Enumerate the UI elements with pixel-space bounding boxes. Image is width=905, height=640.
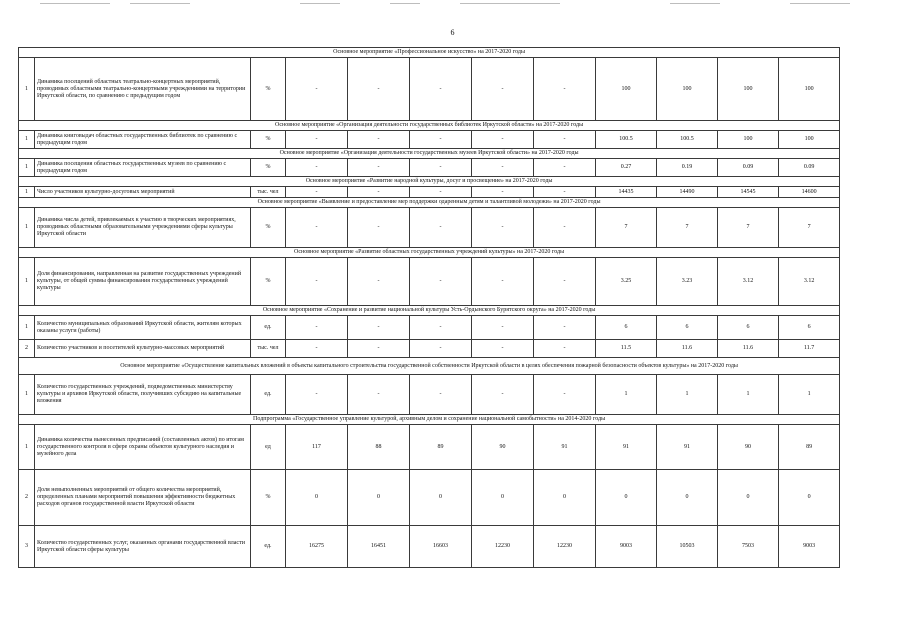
value-cell: 0 bbox=[472, 470, 534, 526]
value-cell: 89 bbox=[410, 425, 472, 470]
section-title: Основное мероприятие «Выявление и предоставление мер поддержки одаренным детям и талантливой молодежи» на 2017-2020 годы bbox=[19, 198, 840, 208]
value-cell: - bbox=[472, 375, 534, 415]
value-cell: - bbox=[472, 131, 534, 149]
scan-artifact bbox=[390, 3, 420, 4]
value-cell: 11.7 bbox=[779, 340, 840, 358]
indicator-name: Динамика числа детей, привлекаемых к участию в творческих мероприятиях, проводимых областными образовательными учреждениями сферы культуры Иркутской области bbox=[35, 208, 251, 248]
table-row bbox=[19, 187, 840, 198]
value-cell: 3.12 bbox=[718, 258, 779, 306]
unit-of-measure: % bbox=[251, 131, 286, 149]
section-header-row bbox=[19, 198, 840, 208]
value-cell: - bbox=[286, 159, 348, 177]
unit-of-measure: ед. bbox=[251, 316, 286, 340]
table-row bbox=[19, 526, 840, 568]
indicator-name: Динамика количества вынесенных предписаний (составленных актов) по итогам государственного контроля в сфере охраны объектов культурного наследия и музейного дела bbox=[35, 425, 251, 470]
table-row bbox=[19, 58, 840, 121]
value-cell: 9003 bbox=[779, 526, 840, 568]
section-title: Основное мероприятие «Осуществление капитальных вложений в объекты капитального строительства государственной собственности Иркутской области в целях обеспечения пожарной безопасности объектов культуры» на 2017-2020 годы bbox=[19, 358, 840, 375]
row-number: 1 bbox=[19, 58, 35, 121]
section-title: Основное мероприятие «Организация деятельности государственных музеев Иркутской области» на 2017-2020 годы bbox=[19, 149, 840, 159]
value-cell: - bbox=[410, 131, 472, 149]
value-cell: - bbox=[286, 208, 348, 248]
value-cell: - bbox=[286, 375, 348, 415]
table-row bbox=[19, 159, 840, 177]
value-cell: 6 bbox=[779, 316, 840, 340]
value-cell: 16451 bbox=[348, 526, 410, 568]
unit-of-measure: % bbox=[251, 58, 286, 121]
value-cell: - bbox=[472, 58, 534, 121]
value-cell: 88 bbox=[348, 425, 410, 470]
value-cell: 0 bbox=[779, 470, 840, 526]
value-cell: 0.09 bbox=[718, 159, 779, 177]
value-cell: - bbox=[472, 159, 534, 177]
value-cell: 100 bbox=[596, 58, 657, 121]
unit-of-measure: ед. bbox=[251, 375, 286, 415]
indicator-name: Динамика книговыдач областных государственных библиотек по сравнению с предыдущим годом bbox=[35, 131, 251, 149]
row-number: 1 bbox=[19, 159, 35, 177]
row-number: 1 bbox=[19, 208, 35, 248]
section-title: Основное мероприятие «Организация деятельности государственных библиотек Иркутской области» на 2017-2020 годы bbox=[19, 121, 840, 131]
value-cell: - bbox=[410, 375, 472, 415]
value-cell: - bbox=[348, 159, 410, 177]
unit-of-measure: тыс. чел bbox=[251, 187, 286, 198]
section-header-row bbox=[19, 177, 840, 187]
row-number: 3 bbox=[19, 526, 35, 568]
scan-artifact bbox=[130, 3, 190, 4]
value-cell: 3.12 bbox=[779, 258, 840, 306]
value-cell: 11.6 bbox=[718, 340, 779, 358]
value-cell: 91 bbox=[534, 425, 596, 470]
value-cell: - bbox=[348, 208, 410, 248]
value-cell: - bbox=[286, 340, 348, 358]
section-header-row bbox=[19, 306, 840, 316]
unit-of-measure: тыс. чел bbox=[251, 340, 286, 358]
value-cell: - bbox=[410, 208, 472, 248]
row-number: 1 bbox=[19, 131, 35, 149]
section-title: Основное мероприятие «Развитие областных государственных учреждений культуры» на 2017-2020 годы bbox=[19, 248, 840, 258]
value-cell: - bbox=[534, 159, 596, 177]
indicator-name: Число участников культурно-досуговых мероприятий bbox=[35, 187, 251, 198]
value-cell: 0 bbox=[286, 470, 348, 526]
table-row bbox=[19, 131, 840, 149]
value-cell: 100 bbox=[718, 58, 779, 121]
unit-of-measure: ед bbox=[251, 425, 286, 470]
value-cell: - bbox=[472, 208, 534, 248]
section-header-row bbox=[19, 149, 840, 159]
table-row bbox=[19, 470, 840, 526]
scan-artifact bbox=[40, 3, 110, 4]
value-cell: 6 bbox=[596, 316, 657, 340]
value-cell: - bbox=[348, 187, 410, 198]
table-row bbox=[19, 375, 840, 415]
indicator-name: Количество муниципальных образований Иркутской области, жителям которых оказаны услуги (работы) bbox=[35, 316, 251, 340]
section-header-row bbox=[19, 358, 840, 375]
indicator-name: Доля финансирования, направленная на развитие государственных учреждений культуры, от общей суммы финансирования государственных учреждений культуры bbox=[35, 258, 251, 306]
value-cell: 11.5 bbox=[596, 340, 657, 358]
value-cell: 0 bbox=[596, 470, 657, 526]
value-cell: 117 bbox=[286, 425, 348, 470]
value-cell: - bbox=[286, 316, 348, 340]
value-cell: 100 bbox=[718, 131, 779, 149]
value-cell: - bbox=[472, 340, 534, 358]
value-cell: 14545 bbox=[718, 187, 779, 198]
indicator-name: Количество государственных услуг, оказанных органами государственной власти Иркутской области сферы культуры bbox=[35, 526, 251, 568]
value-cell: 90 bbox=[472, 425, 534, 470]
unit-of-measure: % bbox=[251, 208, 286, 248]
value-cell: - bbox=[348, 131, 410, 149]
section-title: Основное мероприятие «Профессиональное искусство» на 2017-2020 годы bbox=[19, 48, 840, 58]
value-cell: - bbox=[534, 375, 596, 415]
value-cell: 1 bbox=[657, 375, 718, 415]
value-cell: - bbox=[286, 187, 348, 198]
value-cell: - bbox=[410, 340, 472, 358]
value-cell: 6 bbox=[657, 316, 718, 340]
section-header-row bbox=[19, 248, 840, 258]
value-cell: 12230 bbox=[472, 526, 534, 568]
value-cell: - bbox=[348, 340, 410, 358]
value-cell: 12230 bbox=[534, 526, 596, 568]
value-cell: 100 bbox=[779, 131, 840, 149]
value-cell: 14490 bbox=[657, 187, 718, 198]
section-title: Основное мероприятие «Развитие народной культуры, досуг и просвещение» на 2017-2020 годы bbox=[19, 177, 840, 187]
section-title: Основное мероприятие «Сохранение и развитие национальной культуры Усть-Ордынского Бурятского округа» на 2017-2020 годы bbox=[19, 306, 840, 316]
indicators-table bbox=[18, 47, 840, 568]
value-cell: 9003 bbox=[596, 526, 657, 568]
value-cell: 100 bbox=[779, 58, 840, 121]
value-cell: - bbox=[348, 316, 410, 340]
value-cell: - bbox=[286, 258, 348, 306]
value-cell: 7 bbox=[596, 208, 657, 248]
value-cell: 89 bbox=[779, 425, 840, 470]
table-row bbox=[19, 258, 840, 306]
value-cell: 11.6 bbox=[657, 340, 718, 358]
value-cell: 14435 bbox=[596, 187, 657, 198]
value-cell: - bbox=[348, 258, 410, 306]
value-cell: 0.27 bbox=[596, 159, 657, 177]
value-cell: 0 bbox=[718, 470, 779, 526]
value-cell: - bbox=[348, 375, 410, 415]
section-title: Подпрограмма «Государственное управление культурой, архивным делом и сохранение национальной самобытности» на 2014-2020 годы bbox=[19, 415, 840, 425]
value-cell: 7 bbox=[718, 208, 779, 248]
value-cell: 91 bbox=[657, 425, 718, 470]
value-cell: - bbox=[286, 131, 348, 149]
value-cell: 0.09 bbox=[779, 159, 840, 177]
scan-artifact bbox=[460, 3, 560, 4]
value-cell: 1 bbox=[596, 375, 657, 415]
row-number: 2 bbox=[19, 340, 35, 358]
value-cell: 7503 bbox=[718, 526, 779, 568]
page-number: 6 bbox=[450, 28, 455, 37]
value-cell: 0 bbox=[410, 470, 472, 526]
value-cell: 6 bbox=[718, 316, 779, 340]
value-cell: - bbox=[410, 316, 472, 340]
value-cell: - bbox=[410, 159, 472, 177]
value-cell: 7 bbox=[779, 208, 840, 248]
value-cell: - bbox=[534, 316, 596, 340]
value-cell: - bbox=[534, 340, 596, 358]
value-cell: - bbox=[348, 58, 410, 121]
value-cell: - bbox=[534, 187, 596, 198]
value-cell: - bbox=[534, 208, 596, 248]
unit-of-measure: ед. bbox=[251, 526, 286, 568]
indicator-name: Количество участников и посетителей культурно-массовых мероприятий bbox=[35, 340, 251, 358]
value-cell: 1 bbox=[779, 375, 840, 415]
table-row bbox=[19, 425, 840, 470]
scan-artifact bbox=[300, 3, 340, 4]
value-cell: - bbox=[286, 58, 348, 121]
value-cell: - bbox=[410, 258, 472, 306]
indicator-name: Доля невыполненных мероприятий от общего количества мероприятий, определенных планами мероприятий повышения эффективности бюджетных расходов органов государственной власти Иркутской области bbox=[35, 470, 251, 526]
value-cell: 0 bbox=[348, 470, 410, 526]
value-cell: - bbox=[534, 58, 596, 121]
value-cell: 3.25 bbox=[596, 258, 657, 306]
row-number: 1 bbox=[19, 375, 35, 415]
value-cell: 90 bbox=[718, 425, 779, 470]
indicator-name: Количество государственных учреждений, подведомственных министерству культуры и архивов Иркутской области, получивших субсидию на капитальные вложения bbox=[35, 375, 251, 415]
value-cell: 1 bbox=[718, 375, 779, 415]
table-row bbox=[19, 340, 840, 358]
value-cell: 16603 bbox=[410, 526, 472, 568]
unit-of-measure: % bbox=[251, 258, 286, 306]
value-cell: 7 bbox=[657, 208, 718, 248]
value-cell: 0.19 bbox=[657, 159, 718, 177]
unit-of-measure: % bbox=[251, 470, 286, 526]
value-cell: - bbox=[472, 316, 534, 340]
indicator-name: Динамика посещения областных государственных музеев по сравнению с предыдущим годом bbox=[35, 159, 251, 177]
indicator-name: Динамика посещений областных театрально-концертных мероприятий, проводимых областными театрально-концертными учреждениями на территории Иркутской области, по сравнению с предыдущим годом bbox=[35, 58, 251, 121]
unit-of-measure: % bbox=[251, 159, 286, 177]
value-cell: 10503 bbox=[657, 526, 718, 568]
value-cell: 100.5 bbox=[596, 131, 657, 149]
value-cell: - bbox=[534, 258, 596, 306]
value-cell: - bbox=[410, 58, 472, 121]
scan-artifact bbox=[670, 3, 720, 4]
section-header-row bbox=[19, 121, 840, 131]
value-cell: - bbox=[410, 187, 472, 198]
row-number: 1 bbox=[19, 425, 35, 470]
row-number: 1 bbox=[19, 316, 35, 340]
row-number: 2 bbox=[19, 470, 35, 526]
table-row bbox=[19, 316, 840, 340]
value-cell: 0 bbox=[534, 470, 596, 526]
scan-artifact bbox=[790, 3, 850, 4]
value-cell: - bbox=[472, 187, 534, 198]
value-cell: 0 bbox=[657, 470, 718, 526]
row-number: 1 bbox=[19, 258, 35, 306]
indicators-table-body bbox=[19, 48, 840, 568]
section-header-row bbox=[19, 415, 840, 425]
row-number: 1 bbox=[19, 187, 35, 198]
section-header-row bbox=[19, 48, 840, 58]
value-cell: 91 bbox=[596, 425, 657, 470]
value-cell: 100.5 bbox=[657, 131, 718, 149]
value-cell: - bbox=[534, 131, 596, 149]
value-cell: - bbox=[472, 258, 534, 306]
value-cell: 100 bbox=[657, 58, 718, 121]
value-cell: 3.23 bbox=[657, 258, 718, 306]
value-cell: 14600 bbox=[779, 187, 840, 198]
table-row bbox=[19, 208, 840, 248]
value-cell: 16275 bbox=[286, 526, 348, 568]
